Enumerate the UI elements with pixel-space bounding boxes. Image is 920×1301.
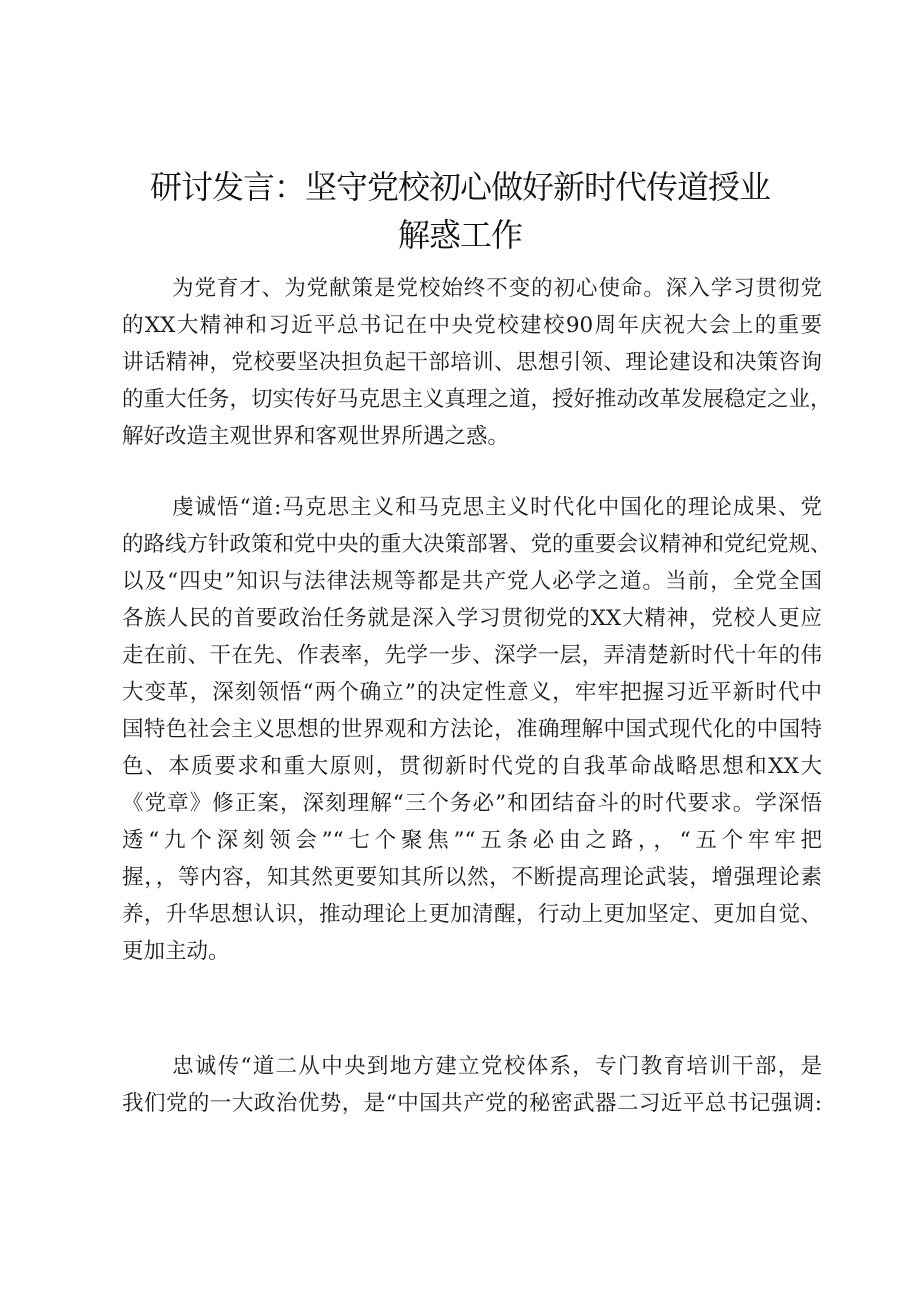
- text-line: 各族人民的首要政治任务就是深入学习贯彻党的XX大精神，党校人更应: [122, 606, 822, 631]
- text-line: 握，，等内容，知其然更要知其所以然，不断提高理论武装，增强理论素: [122, 865, 822, 890]
- text-line: 的路线方针政策和党中央的重大决策部署、党的重要会议精神和党纪党规、: [122, 532, 832, 557]
- text-line: 解好改造主观世界和客观世界所遇之惑。: [122, 424, 510, 449]
- text-line: 为党育才、为党献策是党校始终不变的初心使命。深入学习贯彻党: [172, 276, 822, 301]
- text-line: 《党章》修正案，深刻理解“三个务必”和团结奋斗的时代要求。学深悟: [122, 791, 822, 816]
- document-title-line-2: 解惑工作: [397, 216, 522, 254]
- text-line: 色、本质要求和重大原则，贯彻新时代党的自我革命战略思想和XX大: [122, 754, 822, 779]
- text-line: 国特色社会主义思想的世界观和方法论，准确理解中国式现代化的中国特: [122, 717, 822, 742]
- text-line: 更加主动。: [122, 939, 230, 964]
- document-title-line-1: 研讨发言：坚守党校初心做好新时代传道授业: [149, 168, 770, 206]
- text-line: 的重大任务，切实传好马克思主义真理之道，授好推动改革发展稳定之业，: [122, 387, 832, 412]
- text-line: 虔诚悟“道:马克思主义和马克思主义时代化中国化的理论成果、党: [172, 495, 822, 520]
- text-line: 走在前、干在先、作表率，先学一步、深学一层，弄清楚新时代十年的伟: [122, 643, 822, 668]
- text-line: 透“九个深刻领会”“七个聚焦”“五条必由之路，，“五个牢牢把: [122, 828, 822, 853]
- text-line: 我们党的一大政治优势，是“中国共产党的秘密武器二习近平总书记强调:: [122, 1091, 822, 1116]
- text-line: 以及“四史”知识与法律法规等都是共产党人必学之道。当前，全党全国: [122, 569, 822, 594]
- text-line: 大变革，深刻领悟“两个确立”的决定性意义，牢牢把握习近平新时代中: [122, 680, 822, 705]
- text-line: 讲话精神，党校要坚决担负起干部培训、思想引领、理论建设和决策咨询: [122, 350, 822, 375]
- paragraph-2: [122, 489, 832, 970]
- paragraph-1: [122, 270, 832, 455]
- text-line: 忠诚传“道二从中央到地方建立党校体系，专门教育培训干部，是: [172, 1054, 822, 1079]
- paragraph-3: [122, 1048, 822, 1122]
- text-line: 养，升华思想认识，推动理论上更加清醒，行动上更加坚定、更加自觉、: [122, 902, 822, 927]
- text-line: 的XX大精神和习近平总书记在中央党校建校90周年庆祝大会上的重要: [122, 313, 822, 338]
